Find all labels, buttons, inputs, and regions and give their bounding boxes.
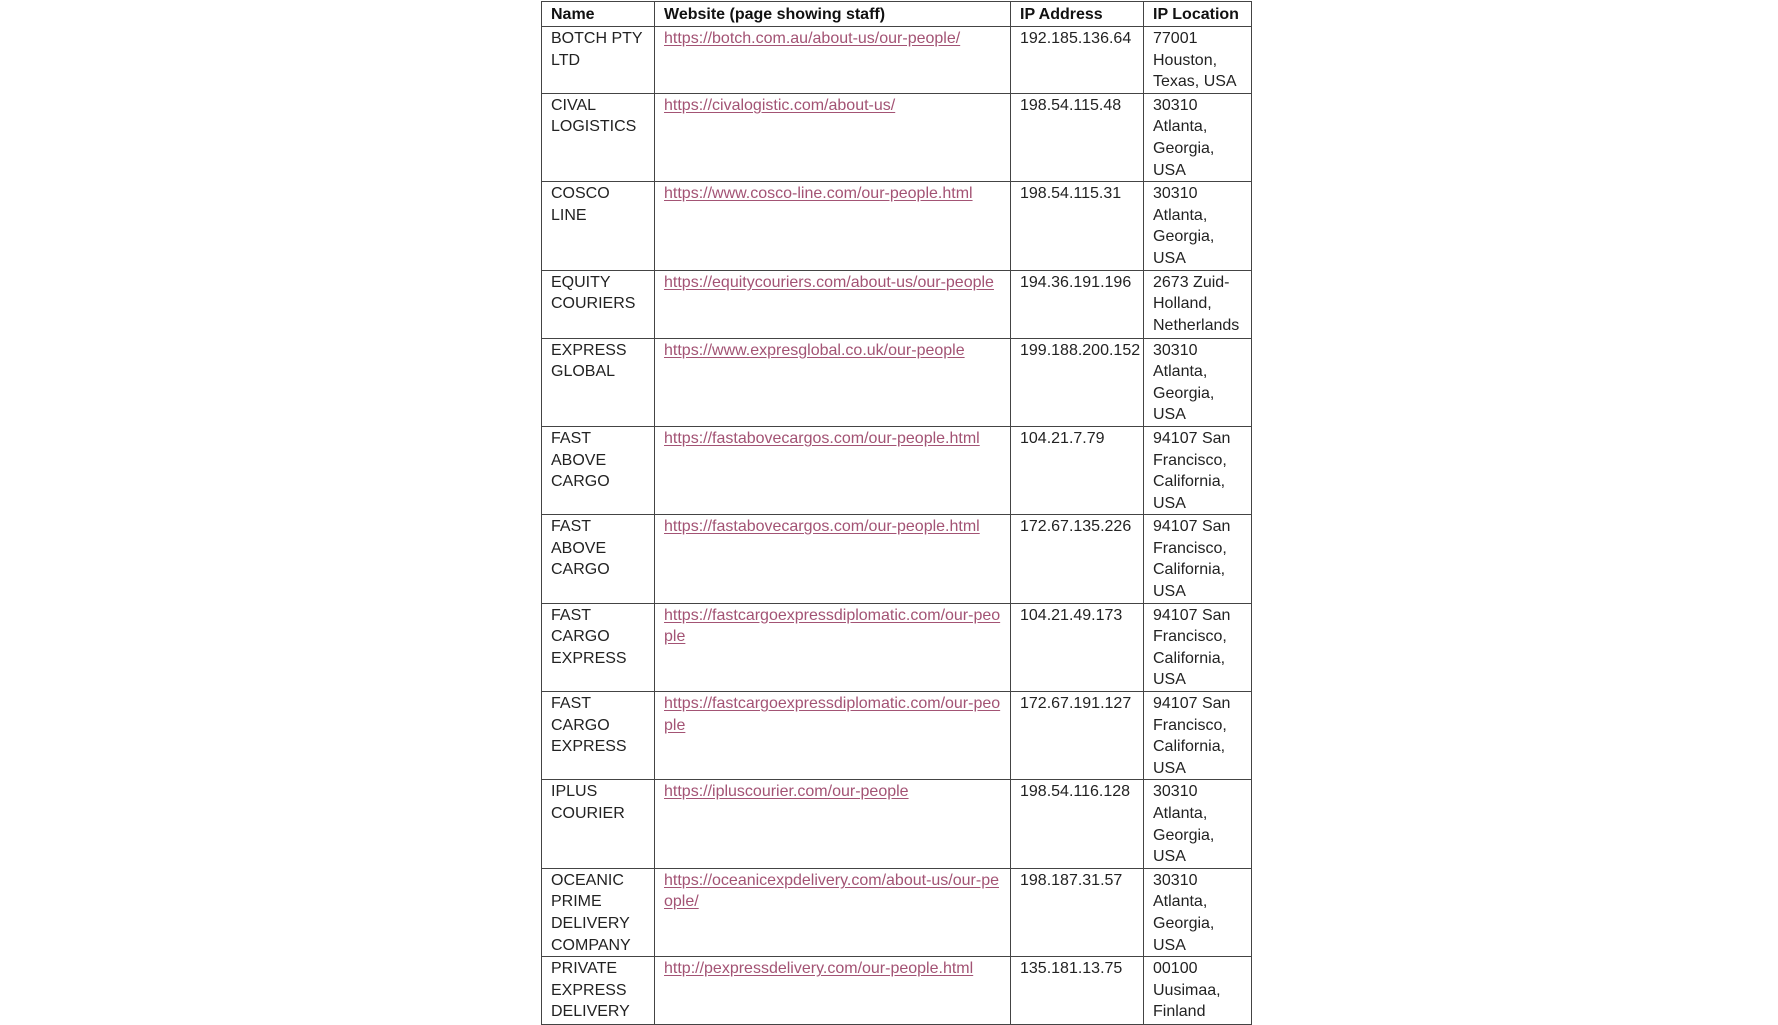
header-website: Website (page showing staff) — [655, 2, 1011, 27]
website-link[interactable]: https://fastabovecargos.com/our-people.html — [664, 518, 980, 536]
cell-ip-location: 94107 San Francisco, California, USA — [1144, 692, 1252, 780]
table-row — [542, 957, 1252, 1025]
website-link[interactable]: https://www.expresglobal.co.uk/our-people — [664, 341, 965, 359]
cell-name: EXPRESS GLOBAL — [542, 338, 655, 426]
table-row — [542, 780, 1252, 868]
table-row — [542, 603, 1252, 691]
cell-name: OCEANIC PRIME DELIVERY COMPANY — [542, 868, 655, 956]
cell-ip-address: 198.54.115.31 — [1011, 182, 1144, 270]
cell-name: EQUITY COURIERS — [542, 270, 655, 338]
table-row — [542, 692, 1252, 780]
website-link[interactable]: https://fastcargoexpressdiplomatic.com/our-people — [664, 606, 1001, 646]
cell-ip-location: 30310 Atlanta, Georgia, USA — [1144, 93, 1252, 181]
cell-ip-address: 198.54.116.128 — [1011, 780, 1144, 868]
cell-website — [655, 692, 1011, 780]
cell-name: FAST ABOVE CARGO — [542, 515, 655, 603]
cell-website — [655, 93, 1011, 181]
cell-name: BOTCH PTY LTD — [542, 27, 655, 94]
cell-website — [655, 515, 1011, 603]
table-header-row — [542, 2, 1252, 27]
website-link[interactable]: https://civalogistic.com/about-us/ — [664, 96, 896, 114]
cell-ip-address: 172.67.191.127 — [1011, 692, 1144, 780]
website-link[interactable]: https://www.cosco-line.com/our-people.html — [664, 185, 973, 203]
website-link[interactable]: http://pexpressdelivery.com/our-people.html — [664, 960, 974, 978]
website-link[interactable]: https://ipluscourier.com/our-people — [664, 783, 909, 801]
cell-ip-location: 30310 Atlanta, Georgia, USA — [1144, 780, 1252, 868]
cell-website — [655, 338, 1011, 426]
header-name: Name — [542, 2, 655, 27]
cell-ip-location: 30310 Atlanta, Georgia, USA — [1144, 182, 1252, 270]
cell-website — [655, 868, 1011, 956]
cell-website — [655, 27, 1011, 94]
cell-name: IPLUS COURIER — [542, 780, 655, 868]
website-link[interactable]: https://fastcargoexpressdiplomatic.com/our-people — [664, 695, 1001, 734]
cell-ip-address: 194.36.191.196 — [1011, 270, 1144, 338]
cell-ip-address: 135.181.13.75 — [1011, 957, 1144, 1025]
table-row — [542, 868, 1252, 956]
cell-website — [655, 957, 1011, 1025]
cell-name: FAST CARGO EXPRESS — [542, 692, 655, 780]
cell-ip-location: 94107 San Francisco, California, USA — [1144, 426, 1252, 514]
cell-website — [655, 603, 1011, 691]
cell-website — [655, 270, 1011, 338]
cell-ip-location: 94107 San Francisco, California, USA — [1144, 603, 1252, 691]
header-ip-location: IP Location — [1144, 2, 1252, 27]
cell-ip-address: 192.185.136.64 — [1011, 27, 1144, 94]
website-link[interactable]: https://oceanicexpdelivery.com/about-us/our-people/ — [664, 871, 999, 911]
website-link[interactable]: https://botch.com.au/about-us/our-people/ — [664, 30, 961, 47]
cell-ip-location: 00100 Uusimaa, Finland — [1144, 957, 1252, 1025]
table-row — [542, 426, 1252, 514]
cell-ip-location: 30310 Atlanta, Georgia, USA — [1144, 868, 1252, 956]
cell-ip-location: 2673 Zuid-Holland, Netherlands — [1144, 270, 1252, 338]
table-row — [542, 338, 1252, 426]
table-row — [542, 27, 1252, 94]
cell-name: COSCO LINE — [542, 182, 655, 270]
table-row — [542, 515, 1252, 603]
cell-ip-address: 198.187.31.57 — [1011, 868, 1144, 956]
cell-ip-address: 198.54.115.48 — [1011, 93, 1144, 181]
cell-website — [655, 780, 1011, 868]
cell-ip-address: 199.188.200.152 — [1011, 338, 1144, 426]
cell-website — [655, 182, 1011, 270]
cell-ip-location: 30310 Atlanta, Georgia, USA — [1144, 338, 1252, 426]
cell-ip-location: 94107 San Francisco, California, USA — [1144, 515, 1252, 603]
table-row — [542, 182, 1252, 270]
cell-name: CIVAL LOGISTICS — [542, 93, 655, 181]
staff-websites-table — [541, 1, 1252, 1025]
cell-name: FAST CARGO EXPRESS — [542, 603, 655, 691]
table-row — [542, 93, 1252, 181]
cell-ip-address: 172.67.135.226 — [1011, 515, 1144, 603]
website-link[interactable]: https://fastabovecargos.com/our-people.html — [664, 429, 980, 447]
cell-website — [655, 426, 1011, 514]
cell-ip-address: 104.21.7.79 — [1011, 426, 1144, 514]
cell-name: PRIVATE EXPRESS DELIVERY — [542, 957, 655, 1025]
cell-ip-address: 104.21.49.173 — [1011, 603, 1144, 691]
cell-ip-location: 77001 Houston, Texas, USA — [1144, 27, 1252, 94]
website-link[interactable]: https://equitycouriers.com/about-us/our-people — [664, 273, 994, 291]
header-ip-address: IP Address — [1011, 2, 1144, 27]
cell-name: FAST ABOVE CARGO — [542, 426, 655, 514]
table-row — [542, 270, 1252, 338]
